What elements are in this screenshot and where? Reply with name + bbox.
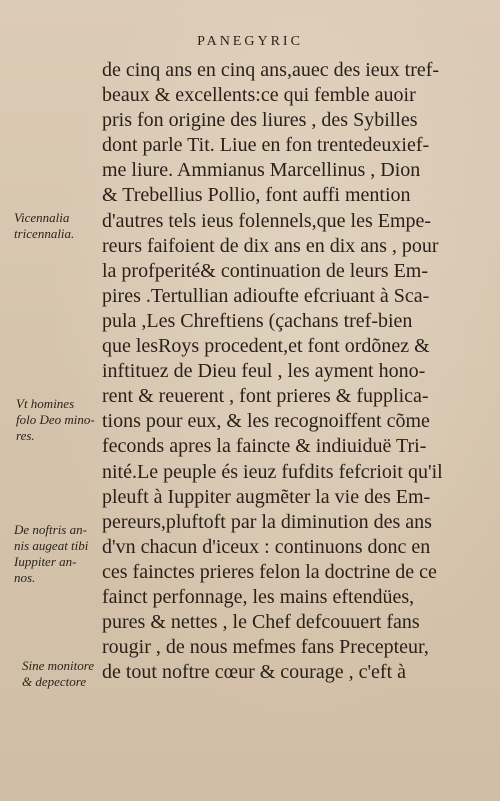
margin-note-line: & depectore — [22, 674, 87, 689]
running-head: PANEGYRIC — [197, 34, 303, 49]
text-line: de tout noftre cœur & courage , c'eft à — [102, 661, 407, 684]
text-line: d'vn chacun d'iceux : continuons donc en — [102, 535, 431, 558]
margin-note-vt-homines — [16, 396, 95, 444]
margin-note-line: nis augeat tibi — [14, 538, 89, 553]
text-line: pula ,Les Chreftiens (çachans tref-bien — [102, 309, 413, 332]
text-line: inftituez de Dieu feul , les ayment hono- — [102, 360, 426, 383]
text-line: d'autres tels ieus folennels,que les Empe- — [102, 209, 432, 232]
text-line: pris fon origine des liures , des Sybilles — [102, 109, 418, 132]
text-line: tions pour eux, & les recognoiffent cõme — [102, 410, 430, 433]
margin-note-line: nos. — [14, 570, 36, 585]
text-line: pures & nettes , le Chef defcouuert fans — [102, 611, 420, 634]
text-line: pires .Tertullian adioufte efcriuant à Sca- — [102, 284, 430, 307]
margin-note-sine-monitore — [22, 658, 94, 690]
text-line: ces fainctes prieres felon la doctrine de ce — [102, 560, 437, 583]
text-line: me liure. Ammianus Marcellinus , Dion — [102, 159, 421, 182]
text-line: beaux & excellents:ce qui femble auoir — [102, 84, 416, 107]
text-line: de cinq ans en cinq ans,auec des ieux tref- — [102, 59, 440, 81]
text-line: rougir , de nous mefmes fans Precepteur, — [102, 636, 429, 659]
text-line: fainct perfonnage, les mains eftendües, — [102, 585, 415, 608]
body-text — [102, 58, 472, 685]
margin-note-line: res. — [16, 428, 35, 443]
margin-note-line: Iuppiter an- — [14, 554, 77, 569]
margin-note-line: Sine monitore — [22, 658, 95, 673]
text-line: rent & reuerent , font prieres & fupplica- — [102, 385, 429, 408]
margin-note-line: Vicennalia — [14, 210, 70, 225]
text-line: que lesRoys procedent,et font ordõnez & — [102, 335, 430, 358]
margin-note-line: Vt homines — [16, 396, 75, 411]
text-line: pereurs,pluftoft par la diminution des ans — [102, 510, 432, 533]
margin-note-line: De noftris an- — [14, 522, 87, 537]
text-line: & Trebellius Pollio, font auffi mention — [102, 184, 411, 207]
text-line: la profperité& continuation de leurs Em- — [102, 259, 429, 282]
margin-note-line: tricennalia. — [14, 226, 75, 241]
text-line: feconds apres la faincte & indiuiduë Tri- — [102, 435, 427, 458]
margin-note-de-nostris — [14, 522, 88, 586]
text-line: dont parle Tit. Liue en fon trentedeuxief- — [102, 134, 430, 157]
margin-note-vicennalia — [14, 210, 74, 242]
text-line: nité.Le peuple és ieuz fufdits fefcrioit qu'il — [102, 460, 443, 483]
text-line: reurs faifoient de dix ans en dix ans , pour — [102, 234, 439, 257]
text-line: pleuft à Iuppiter augmẽter la vie des Em- — [102, 485, 431, 508]
margin-note-line: folo Deo mino- — [16, 412, 95, 427]
